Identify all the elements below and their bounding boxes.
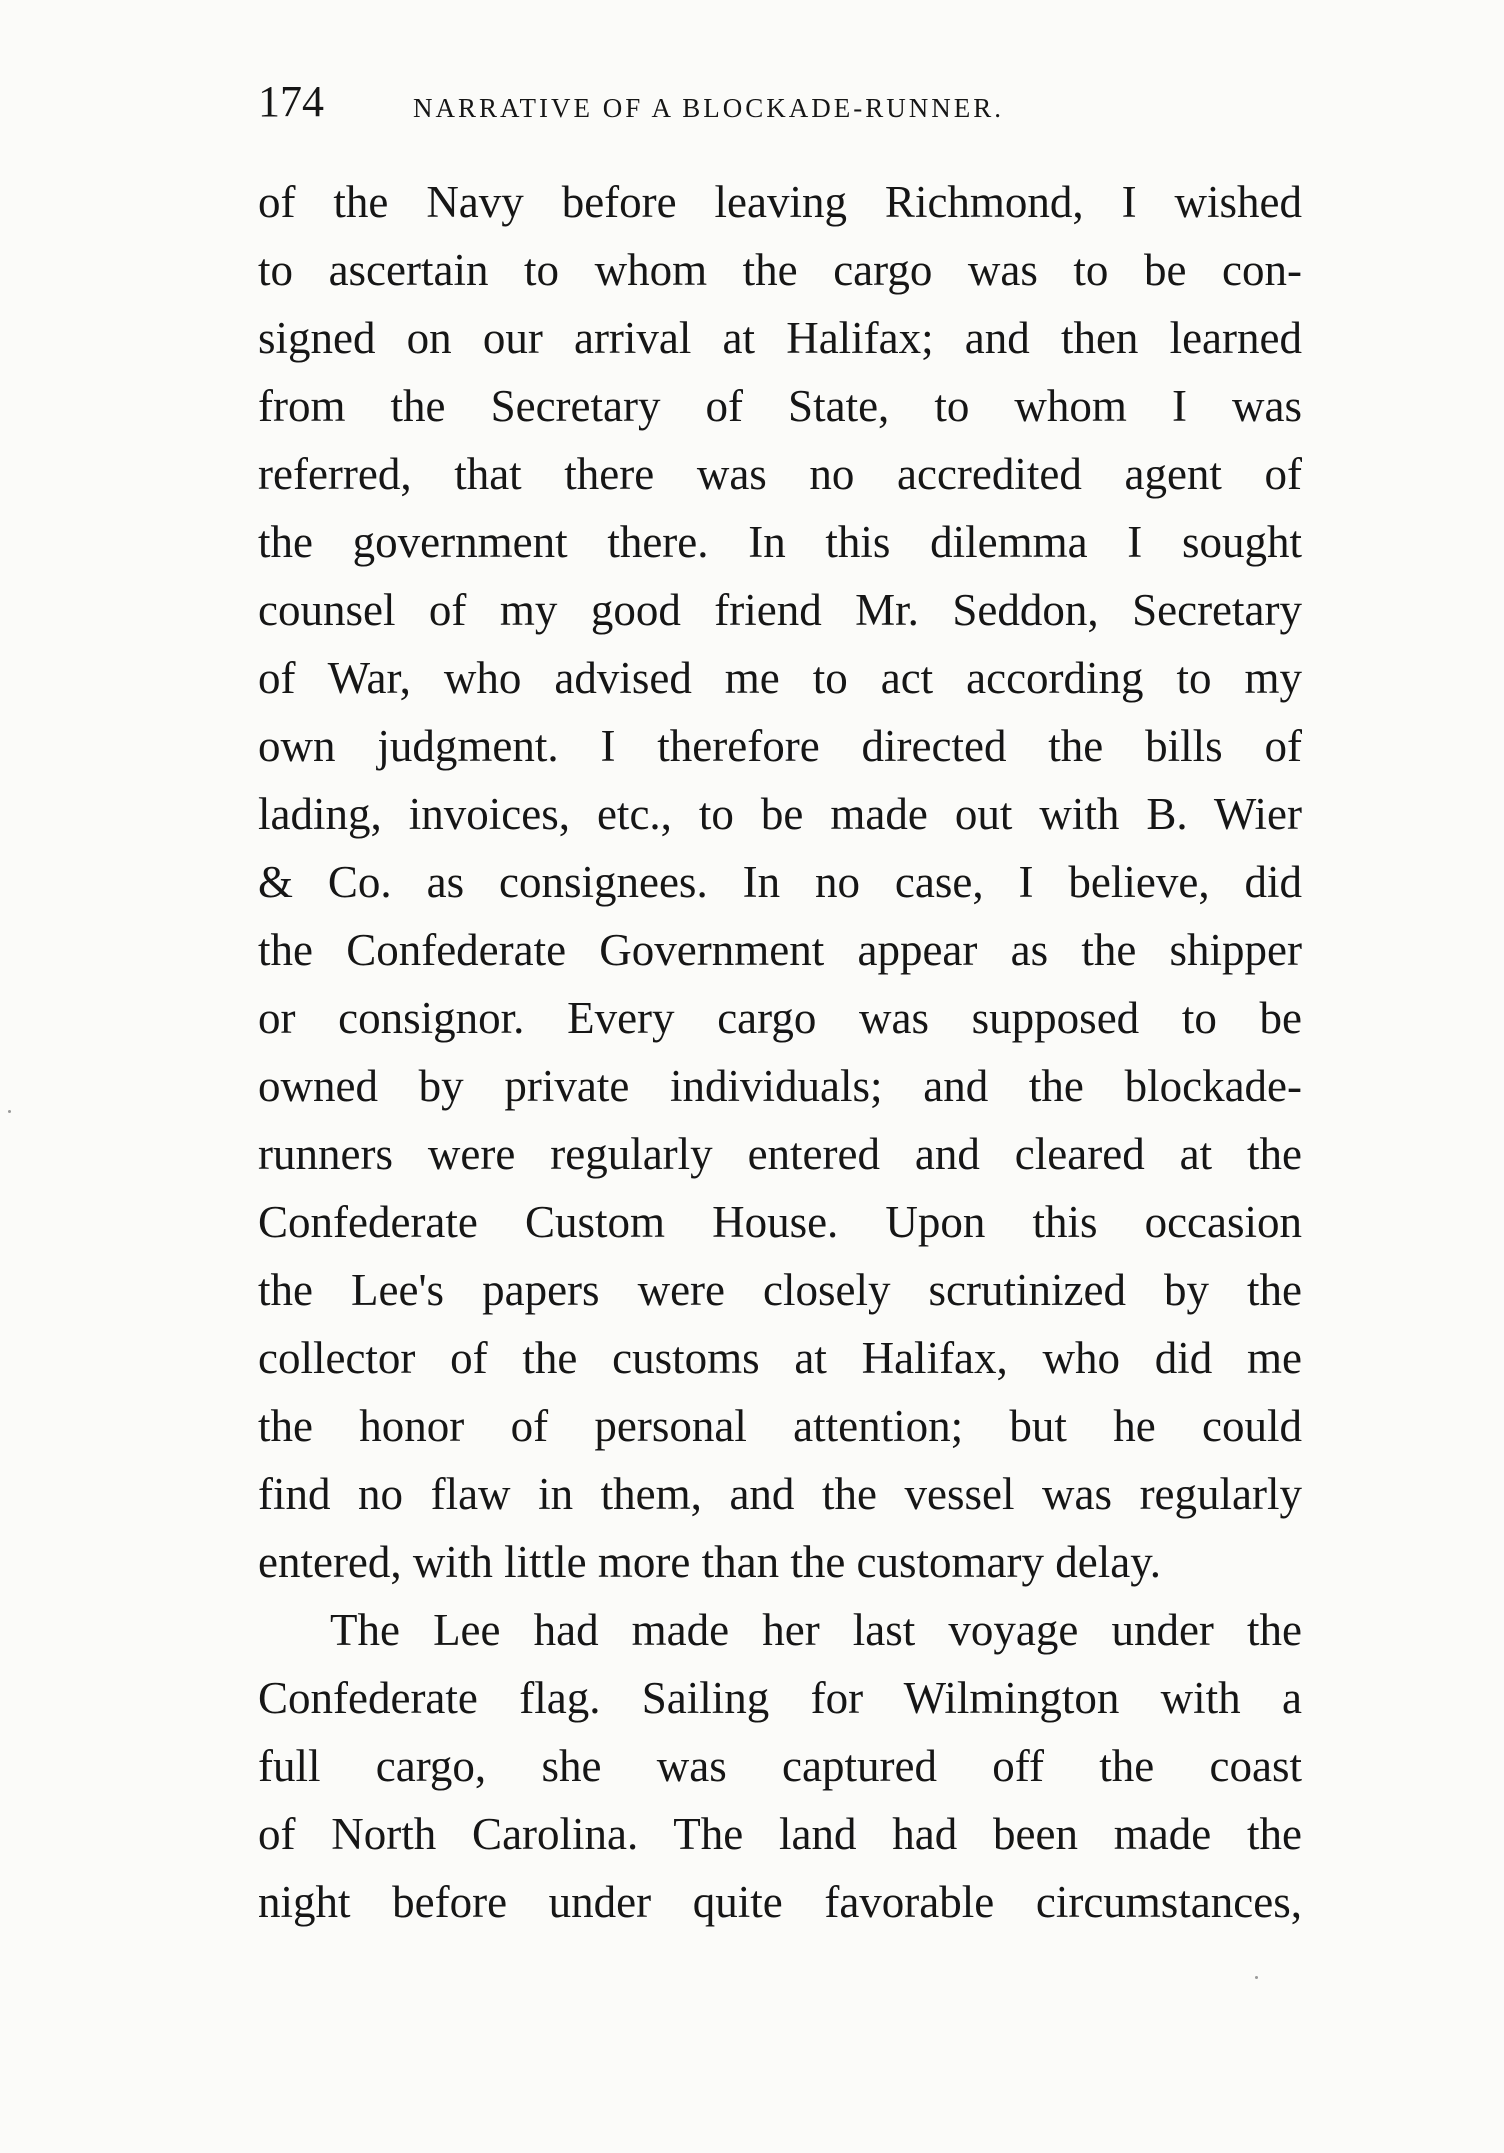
text-line: & Co. as consignees. In no case, I believe, did [258,857,1302,907]
text-line: runners were regularly entered and cleared at the [258,1129,1302,1179]
text-line: Confederate flag. Sailing for Wilmington with a [258,1673,1302,1723]
text-line: to ascertain to whom the cargo was to be con- [258,245,1302,295]
text-line: collector of the customs at Halifax, who did me [258,1333,1302,1383]
page-header [258,72,1298,132]
text-line: entered, with little more than the customary delay. [258,1537,1162,1587]
page-number: 174 [258,77,324,126]
paragraph [258,168,1302,1596]
speck [8,1110,11,1113]
text-line: find no flaw in them, and the vessel was regularly [258,1469,1302,1519]
text-line: of the Navy before leaving Richmond, I wished [258,177,1302,227]
text-line: lading, invoices, etc., to be made out with B. Wier [258,789,1302,839]
text-line: the government there. In this dilemma I sought [258,517,1302,567]
text-line: full cargo, she was captured off the coast [258,1741,1302,1791]
text-line: or consignor. Every cargo was supposed to be [258,993,1302,1043]
speck [1255,1976,1258,1979]
text-line: counsel of my good friend Mr. Seddon, Secretary [258,585,1302,635]
text-line: own judgment. I therefore directed the bills of [258,721,1302,771]
text-line: Confederate Custom House. Upon this occasion [258,1197,1302,1247]
text-line: the Lee's papers were closely scrutinized by the [258,1265,1302,1315]
text-line: owned by private individuals; and the blockade- [258,1061,1302,1111]
text-line: from the Secretary of State, to whom I was [258,381,1302,431]
text-line: night before under quite favorable circumstances, [258,1877,1302,1927]
text-line: signed on our arrival at Halifax; and then learned [258,313,1302,363]
text-line: the honor of personal attention; but he could [258,1401,1302,1451]
paragraph [258,1596,1302,1936]
text-line: of War, who advised me to act according to my [258,653,1302,703]
text-line: the Confederate Government appear as the shipper [258,925,1302,975]
text-line: referred, that there was no accredited agent of [258,449,1302,499]
text-line: The Lee had made her last voyage under the [330,1605,1302,1655]
running-title: NARRATIVE OF A BLOCKADE-RUNNER. [413,93,1005,123]
body-text [258,168,1302,1936]
text-line: of North Carolina. The land had been made the [258,1809,1302,1859]
